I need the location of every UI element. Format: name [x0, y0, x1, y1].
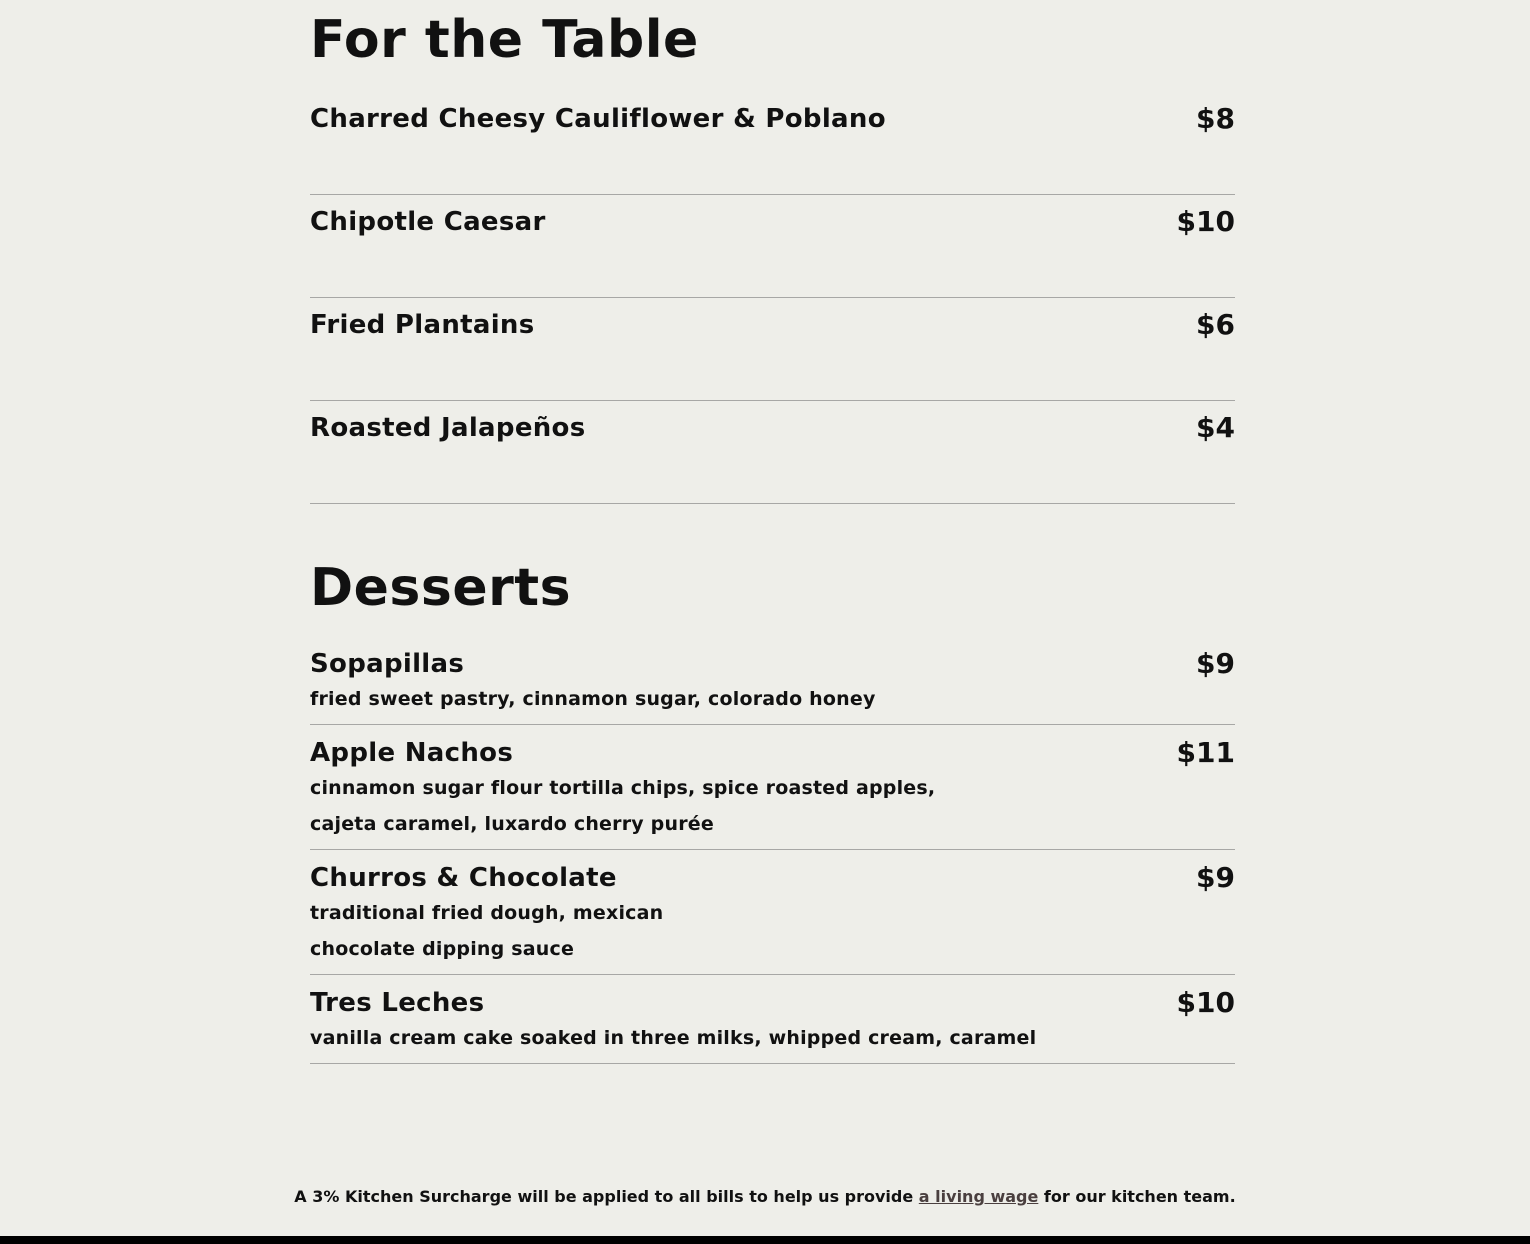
menu-item-description	[310, 895, 1235, 967]
section-title: For the Table	[310, 10, 699, 70]
menu-item	[310, 195, 1235, 298]
menu-item-description	[310, 1020, 1235, 1056]
section-for-the-table	[310, 0, 1235, 504]
menu-item-name: Chipotle Caesar	[310, 207, 546, 237]
description-line: cinnamon sugar flour tortilla chips, spice roasted apples,	[310, 777, 936, 799]
living-wage-link[interactable]: a living wage	[918, 1187, 1039, 1206]
menu-item-price: $4	[1196, 411, 1235, 444]
menu-item	[310, 975, 1235, 1064]
menu-item-name: Roasted Jalapeños	[310, 413, 586, 443]
menu-item-description	[310, 681, 1235, 717]
menu-item-name: Apple Nachos	[310, 738, 514, 768]
section-title: Desserts	[310, 558, 572, 618]
footer-text-before: A 3% Kitchen Surcharge will be applied to all bills to help us provide	[294, 1187, 919, 1206]
menu-items-list	[310, 636, 1235, 1064]
description-line: fried sweet pastry, cinnamon sugar, colorado honey	[310, 688, 876, 710]
menu-items-list	[310, 92, 1235, 504]
menu-item-price: $9	[1196, 861, 1235, 894]
menu-item-name: Fried Plantains	[310, 310, 535, 340]
menu-item-price: $11	[1176, 736, 1235, 769]
menu-item-name: Sopapillas	[310, 649, 465, 679]
section-desserts	[310, 558, 1235, 1064]
description-line: cajeta caramel, luxardo cherry purée	[310, 813, 714, 835]
menu-item-name: Tres Leches	[310, 988, 485, 1018]
kitchen-surcharge-note	[0, 1186, 1530, 1208]
bottom-bar	[0, 1236, 1530, 1244]
description-line: traditional fried dough, mexican	[310, 902, 664, 924]
menu-item	[310, 850, 1235, 975]
description-line: vanilla cream cake soaked in three milks, whipped cream, caramel	[310, 1027, 1037, 1049]
menu-page	[310, 0, 1235, 1064]
menu-item	[310, 725, 1235, 850]
description-line: chocolate dipping sauce	[310, 938, 575, 960]
menu-item-description	[310, 770, 1235, 842]
footer-text-after: for our kitchen team.	[1038, 1187, 1236, 1206]
menu-item-price: $10	[1176, 986, 1235, 1019]
menu-item-price: $10	[1176, 205, 1235, 238]
menu-item-name: Charred Cheesy Cauliflower & Poblano	[310, 104, 886, 134]
menu-item-price: $9	[1196, 647, 1235, 680]
menu-item-name: Churros & Chocolate	[310, 863, 617, 893]
menu-item	[310, 298, 1235, 401]
menu-item	[310, 636, 1235, 725]
menu-item-price: $8	[1196, 102, 1235, 135]
menu-item	[310, 92, 1235, 195]
menu-item-price: $6	[1196, 308, 1235, 341]
menu-item	[310, 401, 1235, 504]
